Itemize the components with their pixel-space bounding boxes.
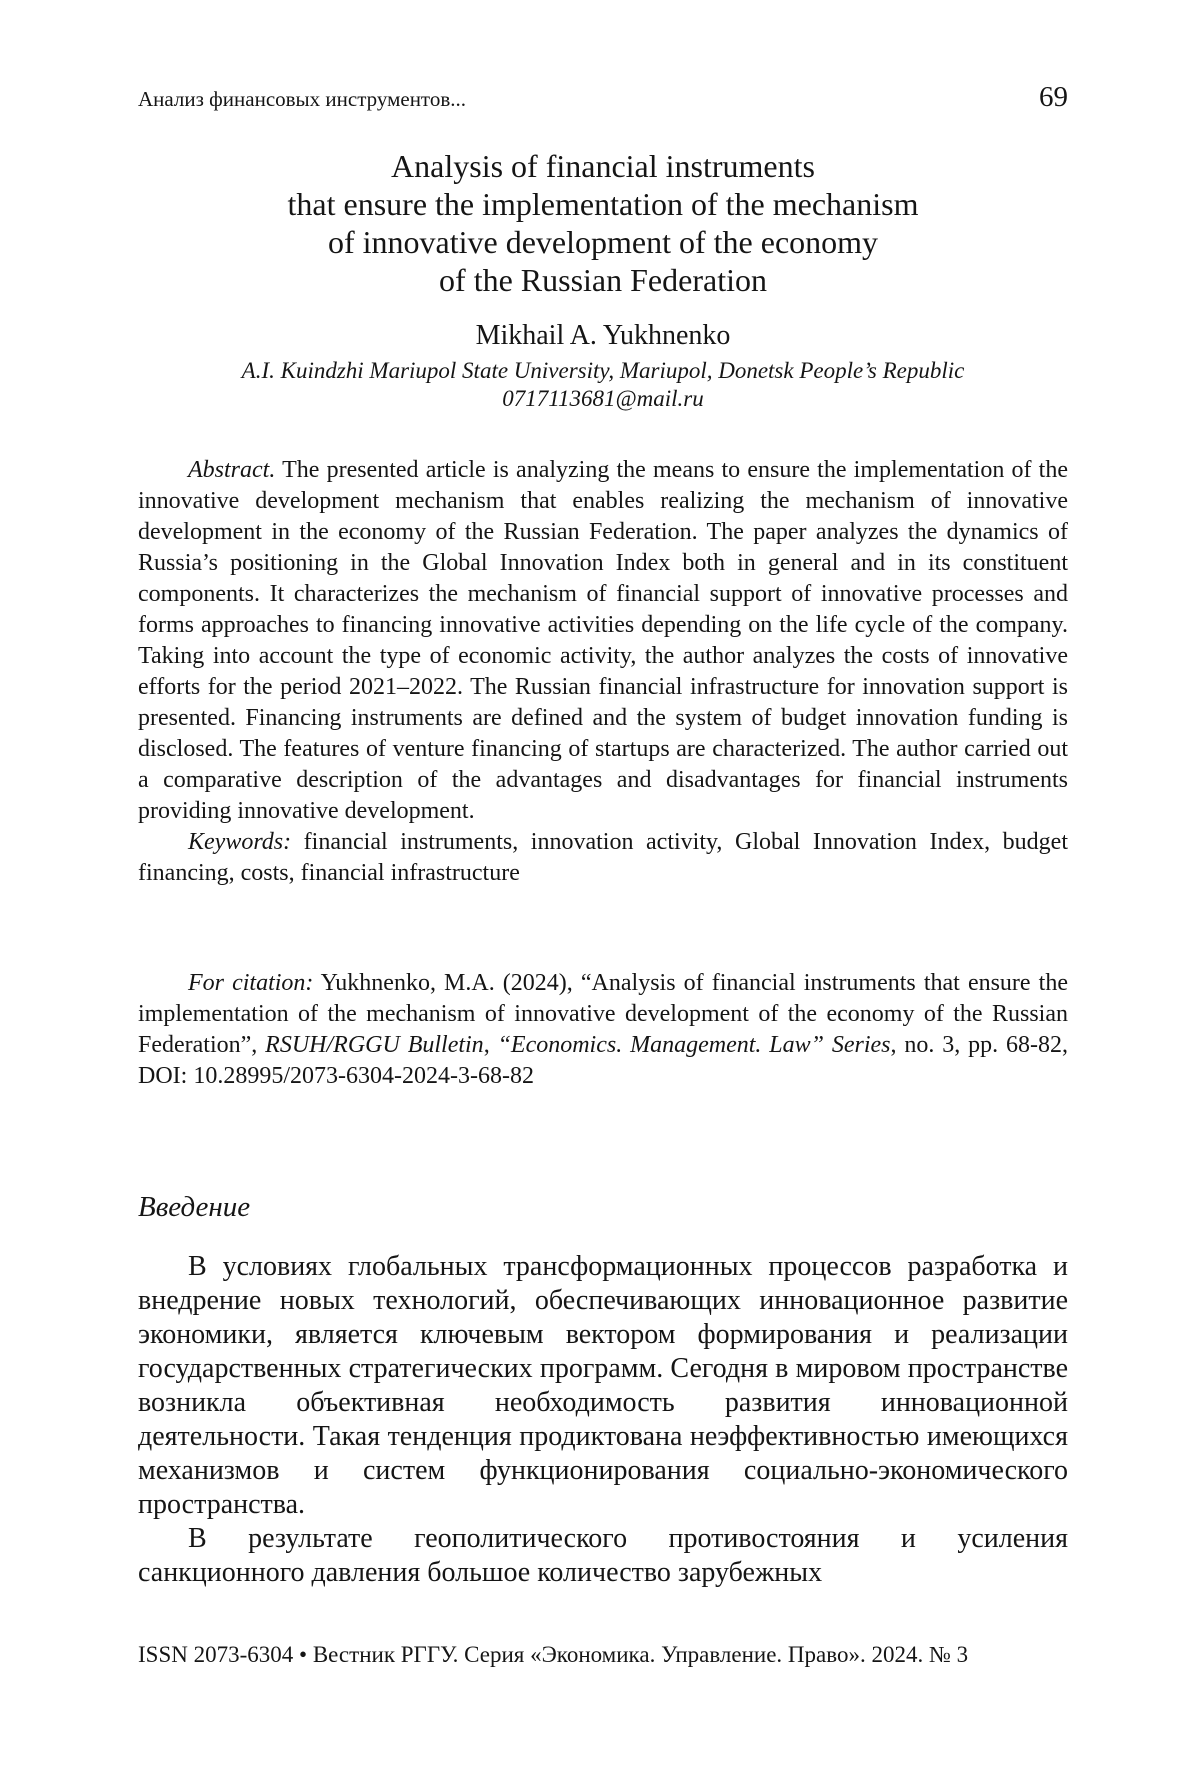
intro-paragraph-1: В условиях глобальных трансформационных процессов разработка и внедрение новых технологий, обеспечивающих инновационное развитие экономики, является ключевым вектором формирования и реализации государственных стратегических программ. Сегодня в мировом пространстве возникла объективная необходимость развития инновационной деятельности. Такая тенденция продиктована неэффективностью имеющихся механизмов и систем функционирования социально-экономического пространства. (138, 1251, 1068, 1520)
author-name: Mikhail A. Yukhnenko (475, 320, 731, 351)
keywords-label: Keywords: (188, 829, 292, 855)
abstract-label: Abstract. (188, 457, 276, 483)
citation-separator: , (483, 1032, 498, 1058)
author-email: 0717113681@mail.ru (502, 386, 704, 411)
abstract-paragraph (138, 455, 1068, 827)
article-title: Analysis of financial instruments that ensure the implementation of the mechanism of innovative development of the economy of the Russian Federation (287, 148, 919, 298)
running-head-title: Анализ финансовых инструментов... (138, 87, 467, 111)
author-affiliation: A.I. Kuindzhi Mariupol State University, Mariupol, Donetsk People’s Republic (241, 358, 965, 383)
citation-journal-name: RSUH/RGGU Bulletin (265, 1032, 484, 1058)
keywords-paragraph (138, 827, 1068, 889)
citation-series-name: “Economics. Management. Law” Series (497, 1032, 891, 1058)
abstract-section (138, 455, 1068, 889)
page-number: 69 (1039, 81, 1068, 113)
running-head (138, 81, 1068, 113)
intro-paragraph-2: В результате геополитического противостояния и усиления санкционного давления большое количество зарубежных (138, 1523, 1068, 1588)
citation-paragraph (138, 968, 1068, 1092)
abstract-text: The presented article is analyzing the means to ensure the implementation of the innovative development mechanism that enables realizing the mechanism of innovative development in the economy of the Russian Federation. The paper analyzes the dynamics of Russia’s positioning in the Global Innovation Index both in general and in its constituent components. It characterizes the mechanism of financial support of innovative processes and forms approaches to financing innovative activities depending on the life cycle of the company. Taking into account the type of economic activity, the author analyzes the costs of innovative efforts for the period 2021–2022. The Russian financial infrastructure for innovation support is presented. Financing instruments are defined and the system of budget innovation funding is disclosed. The features of venture financing of startups are characterized. The author carried out a comparative description of the advantages and disadvantages for financial instruments providing innovative development. (138, 457, 1068, 824)
introduction-text (138, 1250, 1068, 1590)
section-heading-introduction: Введение (138, 1191, 251, 1223)
keywords-text: financial instruments, innovation activity, Global Innovation Index, budget financing, costs, financial infrastructure (138, 829, 1068, 886)
citation-text-2: , no. 3, pp. 68-82, DOI: 10.28995/2073-6304-2024-3-68-82 (138, 1032, 1068, 1089)
journal-footer: ISSN 2073-6304 • Вестник РГГУ. Серия «Экономика. Управление. Право». 2024. № 3 (138, 1642, 969, 1667)
citation-label: For citation: (188, 970, 314, 996)
citation-text-1: Yukhnenko, M.A. (2024), “Analysis of financial instruments that ensure the implementation of the mechanism of innovative development of the economy of the Russian Federation”, (138, 970, 1068, 1058)
